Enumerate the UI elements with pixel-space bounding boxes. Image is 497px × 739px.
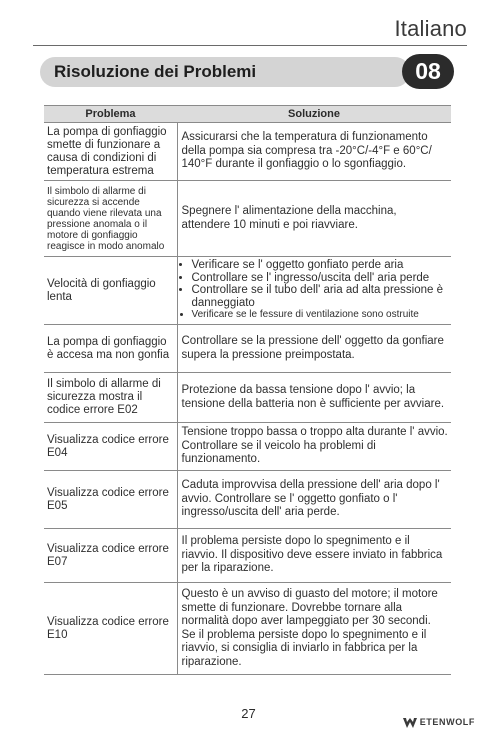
table-row (44, 373, 451, 423)
problem-cell: Visualizza codice errore E04 (44, 423, 177, 471)
problem-cell: Visualizza codice errore E10 (44, 583, 177, 675)
wolf-logo-icon (403, 718, 417, 728)
table-row (44, 181, 451, 257)
table-row (44, 471, 451, 529)
table-row (44, 423, 451, 471)
solution-cell: Assicurarsi che la temperatura di funzionamento della pompa sia compresa tra -20°C/-4°F e 60°C/ 140°F durante il gonfiaggio o lo sgonfiaggio. (177, 123, 451, 181)
table-row (44, 325, 451, 373)
table-row (44, 583, 451, 675)
table-row (44, 529, 451, 583)
problem-cell: Visualizza codice errore E07 (44, 529, 177, 583)
column-header-problem: Problema (44, 106, 177, 123)
checklist-item: • Controllare se l' ingresso/uscita dell' aria perde (192, 272, 449, 285)
table-row (44, 123, 451, 181)
column-header-solution: Soluzione (177, 106, 451, 123)
troubleshooting-table (44, 105, 451, 675)
solution-cell: Controllare se la pressione dell' oggetto da gonfiare supera la pressione preimpostata. (177, 325, 451, 373)
problem-cell: La pompa di gonfiaggio è accesa ma non gonfia (44, 325, 177, 373)
problem-cell: Velocità di gonfiaggio lenta (44, 257, 177, 325)
brand-name: ETENWOLF (419, 717, 475, 727)
solution-cell: Tensione troppo bassa o troppo alta durante l' avvio. Controllare se il veicolo ha problemi di funzionamento. (177, 423, 451, 471)
checklist-item: • Verificare se l' oggetto gonfiato perde aria (192, 259, 449, 272)
table-row (44, 257, 451, 325)
solution-cell (177, 257, 451, 325)
solution-cell: Questo è un avviso di guasto del motore; il motore smette di funzionare. Dovrebbe tornare alla normalità dopo aver lampeggiato per 30 secondi. Se il problema persiste dopo lo spegnimento e il riavvio, si consiglia di inviarlo in fabbrica per la riparazione. (177, 583, 451, 675)
page-number: 27 (241, 706, 256, 721)
problem-cell: Il simbolo di allarme di sicurezza mostra il codice errore E02 (44, 373, 177, 423)
solution-checklist (182, 259, 449, 322)
header-divider (33, 45, 467, 46)
section-title-bar (40, 57, 410, 87)
section-number-badge: 08 (402, 54, 454, 89)
solution-cell: Il problema persiste dopo lo spegnimento e il riavvio. Il dispositivo deve essere inviato in fabbrica per la riparazione. (177, 529, 451, 583)
solution-cell: Protezione da bassa tensione dopo l' avvio; la tensione della batteria non è sufficiente per avviare. (177, 373, 451, 423)
solution-cell: Spegnere l' alimentazione della macchina, attendere 10 minuti e poi riavviare. (177, 181, 451, 257)
language-label: Italiano (394, 16, 467, 41)
checklist-item: • Controllare se il tubo dell' aria ad alta pressione è danneggiato (192, 284, 449, 309)
problem-cell: La pompa di gonfiaggio smette di funzionare a causa di condizioni di temperatura estrema (44, 123, 177, 181)
table-header-row (44, 106, 451, 123)
section-title: Risoluzione dei Problemi (54, 62, 257, 81)
checklist-item: • Verificare se le fessure di ventilazione sono ostruite (192, 309, 449, 322)
brand-logo (403, 717, 475, 728)
problem-cell: Il simbolo di allarme di sicurezza si accende quando viene rilevata una pressione anomala o il motore di gonfiaggio reagisce in modo anomalo (44, 181, 177, 257)
solution-cell: Caduta improvvisa della pressione dell' aria dopo l' avvio. Controllare se l' oggetto gonfiato o l' ingresso/uscita dell' aria perde. (177, 471, 451, 529)
problem-cell: Visualizza codice errore E05 (44, 471, 177, 529)
